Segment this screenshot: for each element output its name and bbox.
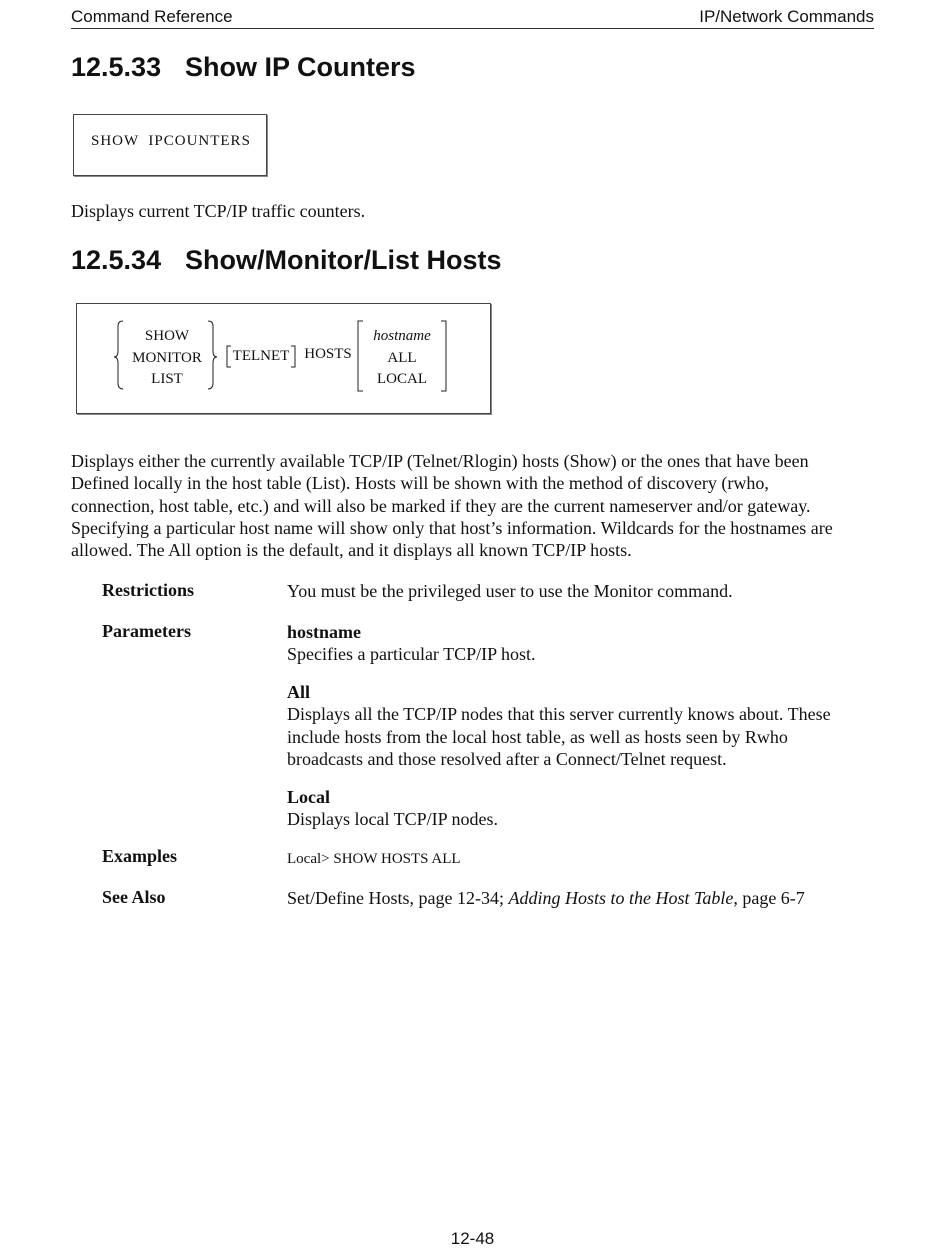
section-title: Show IP Counters [185,52,416,82]
description-line: Specifying a particular host name will show only that host’s information. Wildcards for the hostnames are [71,517,833,538]
syntax-command: SHOW IPCOUNTERS [91,133,251,149]
page-number: 12-48 [450,1229,495,1248]
see-also-text [287,887,867,909]
parameter-line: include hosts from the local host table, as well as hosts seen by Rwho [287,726,788,747]
see-also-label: See Also [102,887,166,907]
syntax-arg-list [363,326,441,391]
description-line: allowed. The All option is the default, and it displays all known TCP/IP hosts. [71,540,632,561]
section2-description [71,450,881,561]
syntax-arg: ALL [387,349,417,366]
see-also-title: Adding Hosts to the Host Table [508,888,734,908]
description-line: connection, host table, etc.) and will also be marked if they are the current nameserver and/or gateway. [71,495,811,516]
restrictions-label: Restrictions [102,580,194,600]
right-brace-close [208,321,217,389]
syntax-arg: hostname [373,328,431,344]
header-left: Command Reference [71,7,233,26]
examples-label: Examples [102,846,178,866]
syntax-verb: LIST [151,371,183,387]
arg-bracket-right [441,321,446,391]
section-heading-show-monitor-list-hosts [71,245,502,276]
description-line: Defined locally in the host table (List). Hosts will be shown with the method of discovery (rwho, [71,473,769,494]
section1-description: Displays current TCP/IP traffic counters. [71,201,366,221]
parameters-label: Parameters [102,621,191,641]
section-title: Show/Monitor/List Hosts [185,245,502,275]
see-also-part: , page 6-7 [733,888,805,908]
section-number: 12.5.34 [71,245,162,275]
header-right: IP/Network Commands [699,7,874,26]
running-header [71,7,874,29]
parameter-line: Displays local TCP/IP nodes. [287,809,498,830]
parameter-name: hostname [287,622,362,642]
parameter-line: Displays all the TCP/IP nodes that this server currently knows about. These [287,704,831,725]
parameter-name: Local [287,787,330,807]
section-number: 12.5.33 [71,52,162,82]
parameter-all [287,681,867,770]
examples-text: Local> SHOW HOSTS ALL [287,851,461,867]
see-also-part: Set/Define Hosts, page 12-34; [287,888,509,908]
left-brace-open [114,321,123,389]
syntax-verb: SHOW [144,328,190,344]
syntax-verb: MONITOR [132,349,202,366]
parameter-line: broadcasts and those resolved after a Connect/Telnet request. [287,748,727,769]
syntax-box-show-ip-counters [73,114,267,176]
parameter-name: All [287,682,311,702]
description-line: Displays either the currently available TCP/IP (Telnet/Rlogin) hosts (Show) or the ones that have been [71,451,809,471]
restrictions-text: You must be the privileged user to use the Monitor command. [287,581,733,601]
parameter-local [287,786,867,831]
section-heading-show-ip-counters [71,52,416,83]
syntax-keyword-hosts: HOSTS [304,346,352,362]
syntax-box-hosts [76,303,491,414]
syntax-optional-telnet: TELNET [232,348,290,364]
optional-bracket-right [291,346,295,367]
syntax-verb-list [127,326,207,391]
parameter-hostname [287,621,867,666]
syntax-arg: LOCAL [377,371,427,387]
parameter-line: Specifies a particular TCP/IP host. [287,644,536,665]
